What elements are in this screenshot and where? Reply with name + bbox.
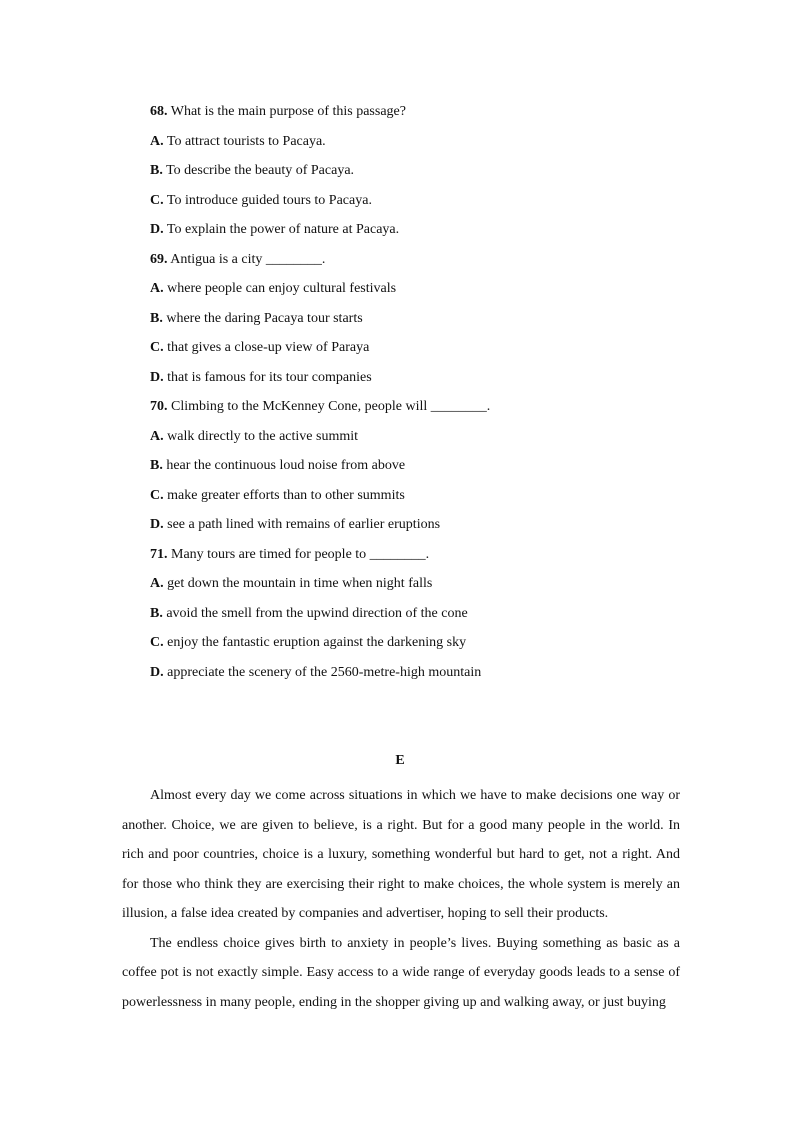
option-letter: D. <box>150 664 164 680</box>
question-70-stem <box>150 397 710 427</box>
option-text: make greater efforts than to other summits <box>167 487 405 503</box>
question-number: 71. <box>150 546 168 562</box>
option-71-d <box>150 663 710 693</box>
question-text: What is the main purpose of this passage? <box>170 104 406 119</box>
option-68-c <box>150 191 710 221</box>
question-number: 68. <box>150 104 168 119</box>
passage-paragraph-2: The endless choice gives birth to anxiety in people’s lives. Buying something as basic as a coffee pot is not exactly simple. Easy access to a wide range of everyday goods leads to a sense of powerlessness in many people, ending in the shopper giving up and walking away, or just buying <box>122 935 680 1010</box>
option-text: that gives a close-up view of Paraya <box>167 340 370 355</box>
question-number: 69. <box>150 251 168 267</box>
question-text: Climbing to the McKenney Cone, people will ________. <box>171 399 491 414</box>
option-letter: A. <box>150 281 164 296</box>
reading-passage <box>122 781 680 1017</box>
option-70-a <box>150 427 710 457</box>
option-69-a <box>150 279 710 309</box>
option-69-c <box>150 338 710 368</box>
option-letter: A. <box>150 576 164 591</box>
option-letter: C. <box>150 487 164 503</box>
option-text: see a path lined with remains of earlier eruptions <box>167 517 441 532</box>
option-text: get down the mountain in time when night falls <box>167 576 433 591</box>
option-text: walk directly to the active summit <box>167 428 359 444</box>
option-text: that is famous for its tour companies <box>167 369 372 385</box>
question-number: 70. <box>150 399 168 414</box>
option-69-d <box>150 368 710 398</box>
option-text: To describe the beauty of Pacaya. <box>166 163 355 178</box>
option-text: where the daring Pacaya tour starts <box>166 310 363 326</box>
option-letter: B. <box>150 163 163 178</box>
option-letter: B. <box>150 605 163 621</box>
option-letter: D. <box>150 222 164 237</box>
option-letter: C. <box>150 340 164 355</box>
question-text: Many tours are timed for people to ________. <box>171 546 430 562</box>
option-text: To introduce guided tours to Pacaya. <box>166 192 372 208</box>
option-letter: B. <box>150 310 163 326</box>
question-68-stem <box>150 102 710 132</box>
option-letter: B. <box>150 458 163 473</box>
option-letter: C. <box>150 192 164 208</box>
question-69-stem <box>150 250 710 280</box>
question-list <box>150 102 710 692</box>
option-70-b <box>150 456 710 486</box>
option-text: enjoy the fantastic eruption against the darkening sky <box>167 635 467 650</box>
option-68-b <box>150 161 710 191</box>
section-heading: E <box>395 753 405 768</box>
question-text: Antigua is a city ________. <box>170 251 326 267</box>
passage-paragraph-1: Almost every day we come across situations in which we have to make decisions one way or another. Choice, we are given to believe, is a right. But for a good many people in the world. In rich and poor countries, choice is a luxury, something wonderful but hard to get, not a right. And for those who think they are exercising their right to make choices, the whole system is merely an illusion, a false idea created by companies and advertiser, hoping to sell their products. <box>122 788 680 921</box>
option-71-c <box>150 633 710 663</box>
option-70-c <box>150 486 710 516</box>
option-letter: A. <box>150 133 164 149</box>
option-text: To attract tourists to Pacaya. <box>166 133 326 149</box>
option-70-d <box>150 515 710 545</box>
option-71-b <box>150 604 710 634</box>
option-text: where people can enjoy cultural festivals <box>167 281 397 296</box>
option-text: avoid the smell from the upwind direction of the cone <box>166 605 468 621</box>
question-71-stem <box>150 545 710 575</box>
option-letter: D. <box>150 517 164 532</box>
option-letter: C. <box>150 635 164 650</box>
option-text: appreciate the scenery of the 2560-metre-high mountain <box>167 664 482 680</box>
option-text: To explain the power of nature at Pacaya. <box>166 222 400 237</box>
option-letter: D. <box>150 369 164 385</box>
option-71-a <box>150 574 710 604</box>
option-text: hear the continuous loud noise from above <box>166 458 406 473</box>
option-68-d <box>150 220 710 250</box>
option-letter: A. <box>150 428 164 444</box>
option-69-b <box>150 309 710 339</box>
option-68-a <box>150 132 710 162</box>
